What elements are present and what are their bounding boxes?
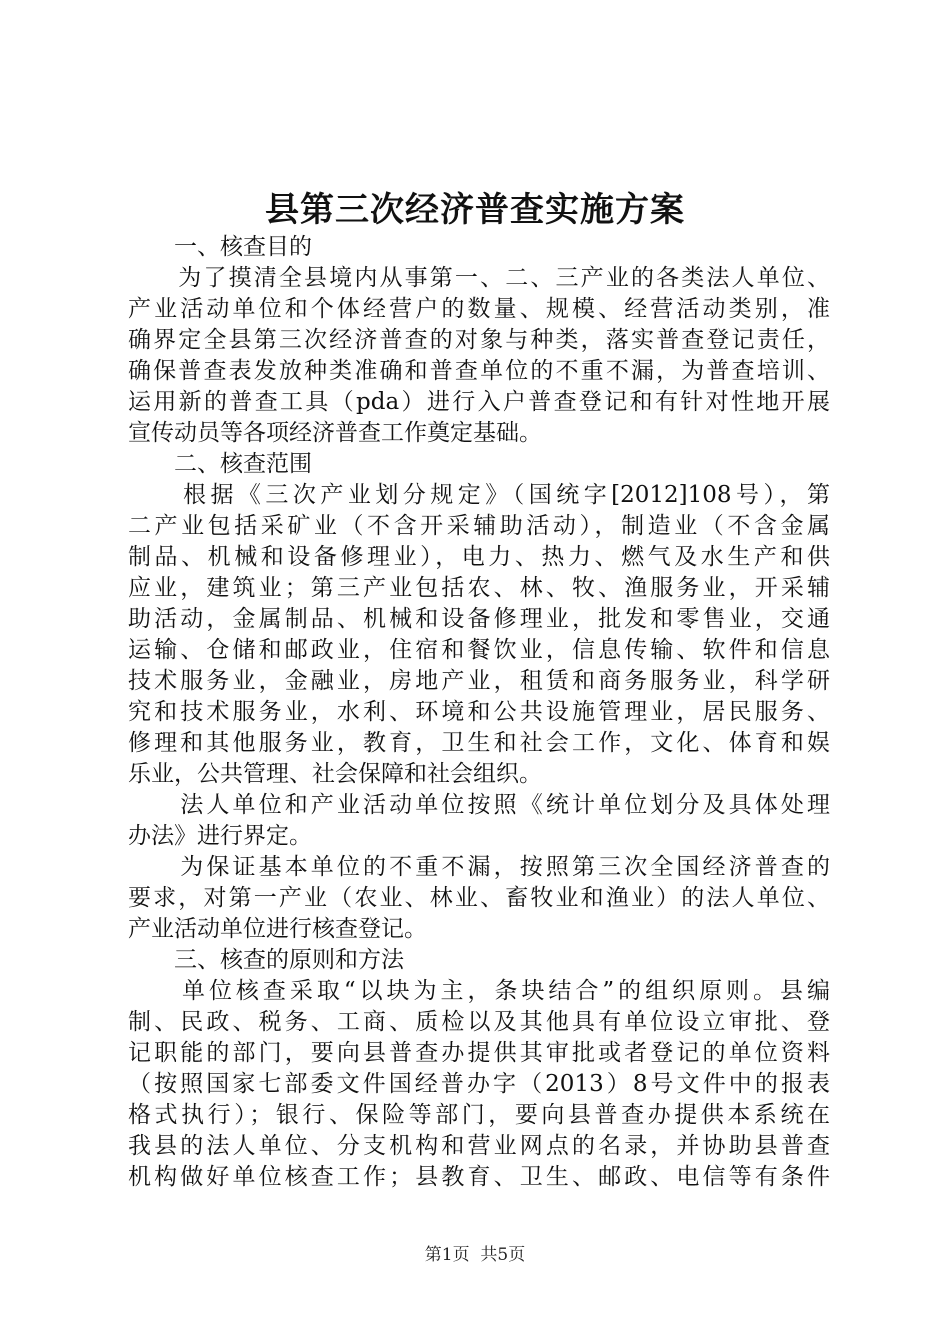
body-line: 要求，对第一产业（农业、林业、畜牧业和渔业）的法人单位、 (128, 885, 830, 911)
body-line: 乐业，公共管理、社会保障和社会组织。 (128, 761, 542, 787)
body-line: 一、核查目的 (128, 234, 312, 260)
body-line: 制、民政、税务、工商、质检以及其他具有单位设立审批、登 (128, 1009, 830, 1035)
body-line: 记职能的部门，要向县普查办提供其审批或者登记的单位资料 (128, 1040, 830, 1066)
page-number: 第1页 共5页 (424, 1245, 526, 1265)
body-line: 产业活动单位进行核查登记。 (128, 916, 427, 942)
body-line: 应业，建筑业；第三产业包括农、林、牧、渔服务业，开采辅 (128, 575, 830, 601)
body-line: 办法》进行界定。 (128, 823, 312, 849)
body-line: 制品、机械和设备修理业），电力、热力、燃气及水生产和供 (128, 544, 830, 570)
body-line: 助活动，金属制品、机械和设备修理业，批发和零售业，交通 (128, 606, 830, 632)
body-line: 为保证基本单位的不重不漏，按照第三次全国经济普查的 (128, 854, 830, 880)
body-line: 法人单位和产业活动单位按照《统计单位划分及具体处理 (128, 792, 830, 818)
body-line: 产业活动单位和个体经营户的数量、规模、经营活动类别，准 (128, 296, 830, 322)
document-body (128, 232, 830, 1193)
body-line: 格式执行）；银行、保险等部门，要向县普查办提供本系统在 (128, 1102, 830, 1128)
body-line: 机构做好单位核查工作；县教育、卫生、邮政、电信等有条件 (128, 1164, 830, 1190)
body-line: 运用新的普查工具（pda）进行入户普查登记和有针对性地开展 (128, 389, 830, 415)
page-footer (0, 1243, 950, 1267)
body-line: 修理和其他服务业，教育，卫生和社会工作，文化、体育和娱 (128, 730, 830, 756)
body-line: 确界定全县第三次经济普查的对象与种类，落实普查登记责任， (128, 327, 830, 353)
body-line: 宣传动员等各项经济普查工作奠定基础。 (128, 420, 542, 446)
body-line: 究和技术服务业，水利、环境和公共设施管理业，居民服务、 (128, 699, 830, 725)
body-line: 单位核查采取“以块为主，条块结合”的组织原则。县编 (128, 978, 830, 1004)
body-line: 运输、仓储和邮政业，住宿和餐饮业，信息传输、软件和信息 (128, 637, 830, 663)
body-line: （按照国家七部委文件国经普办字（2013）8号文件中的报表 (128, 1071, 830, 1097)
body-line: 确保普查表发放种类准确和普查单位的不重不漏，为普查培训、 (128, 358, 830, 384)
body-line: 三、核查的原则和方法 (128, 947, 404, 973)
body-line: 二产业包括采矿业（不含开采辅助活动），制造业（不含金属 (128, 513, 830, 539)
body-line: 技术服务业，金融业，房地产业，租赁和商务服务业，科学研 (128, 668, 830, 694)
body-line: 为了摸清全县境内从事第一、二、三产业的各类法人单位、 (128, 265, 830, 291)
body-line: 根据《三次产业划分规定》（国统字[2012]108号），第 (128, 482, 830, 508)
document-title: 县第三次经济普查实施方案 (265, 190, 685, 230)
body-line: 我县的法人单位、分支机构和营业网点的名录，并协助县普查 (128, 1133, 830, 1159)
body-line: 二、核查范围 (128, 451, 312, 477)
